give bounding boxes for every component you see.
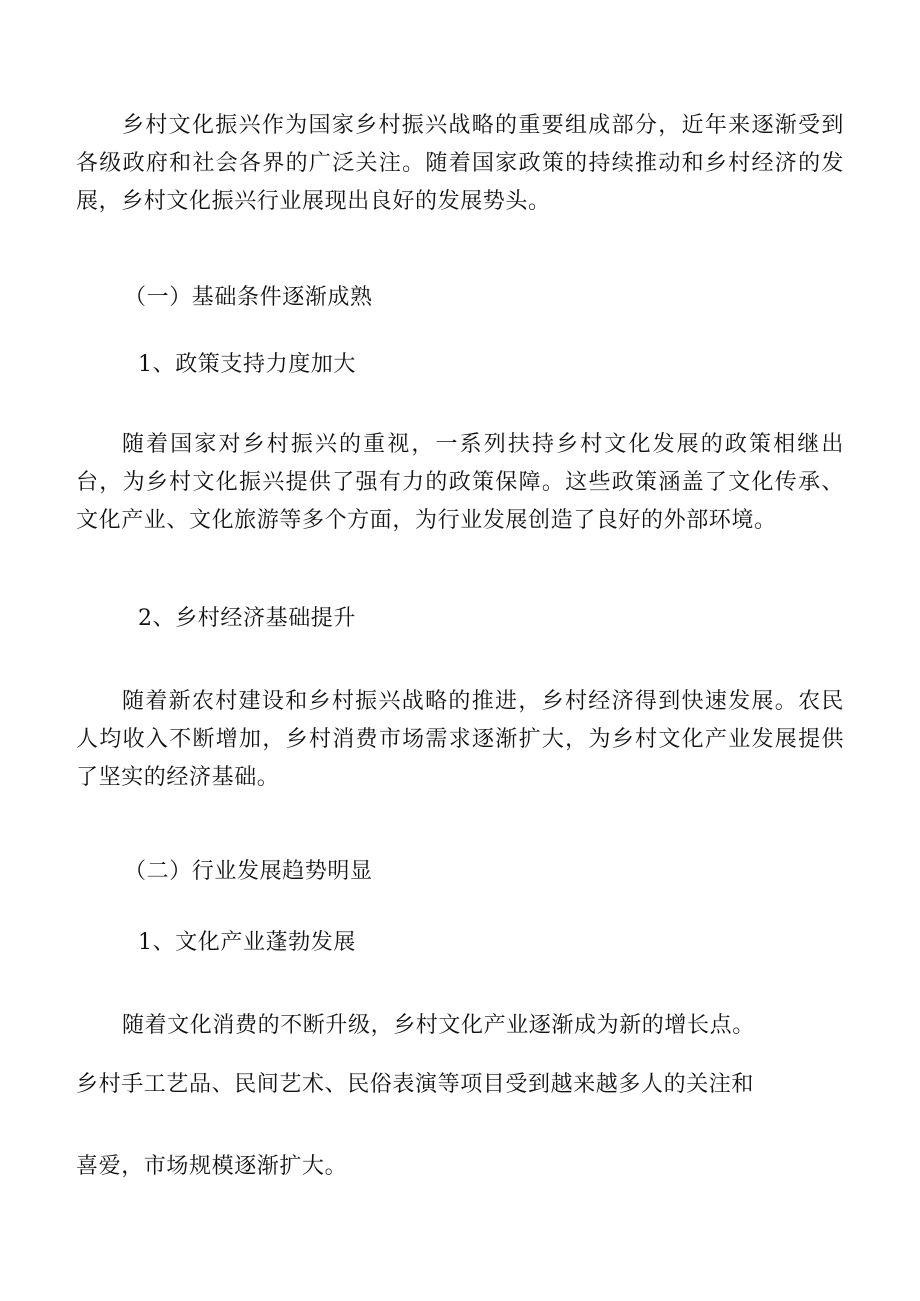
- economic-base-paragraph: 随着新农村建设和乡村振兴战略的推进，乡村经济得到快速发展。农民人均收入不断增加，乡村消费市场需求逐渐扩大，为乡村文化产业发展提供了坚实的经济基础。: [76, 689, 844, 790]
- subheading-policy-support: 1、政策支持力度加大: [138, 352, 356, 377]
- subheading-cultural-industry: 1、文化产业蓬勃发展: [138, 930, 356, 955]
- intro-paragraph: 乡村文化振兴作为国家乡村振兴战略的重要组成部分，近年来逐渐受到各级政府和社会各界的广泛关注。随着国家政策的持续推动和乡村经济的发展，乡村文化振兴行业展现出良好的发展势头。: [76, 113, 844, 214]
- policy-support-paragraph: 随着国家对乡村振兴的重视，一系列扶持乡村文化发展的政策相继出台，为乡村文化振兴提供了强有力的政策保障。这些政策涵盖了文化传承、文化产业、文化旅游等多个方面，为行业发展创造了良好的外部环境。: [76, 432, 844, 533]
- subheading-economic-base: 2、乡村经济基础提升: [138, 606, 356, 631]
- cultural-industry-line-3: 喜爱，市场规模逐渐扩大。: [76, 1154, 348, 1179]
- cultural-industry-line-1: 随着文化消费的不断升级，乡村文化产业逐渐成为新的增长点。: [122, 1013, 755, 1038]
- section-heading-basic-conditions: （一）基础条件逐渐成熟: [124, 285, 373, 310]
- section-heading-industry-trends: （二）行业发展趋势明显: [124, 859, 373, 884]
- cultural-industry-line-2: 乡村手工艺品、民间艺术、民俗表演等项目受到越来越多人的关注和: [76, 1072, 755, 1097]
